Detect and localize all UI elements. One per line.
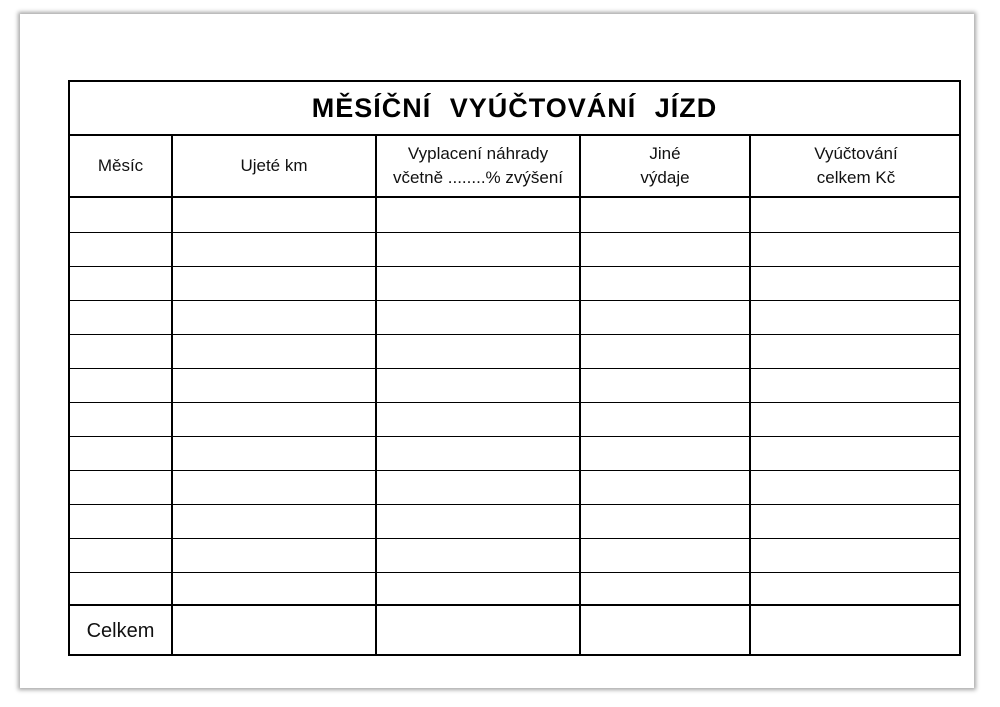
- table-cell[interactable]: [70, 436, 171, 470]
- header-total-line1: Vyúčtování: [814, 144, 898, 163]
- table-cell[interactable]: [377, 334, 579, 368]
- total-other-cell[interactable]: [581, 606, 749, 656]
- ride-settlement-form: [68, 80, 961, 656]
- table-cell[interactable]: [581, 504, 749, 538]
- table-cell[interactable]: [70, 232, 171, 266]
- total-label: Celkem: [86, 619, 155, 642]
- table-cell[interactable]: [581, 300, 749, 334]
- table-cell[interactable]: [751, 538, 961, 572]
- table-cell[interactable]: [173, 266, 375, 300]
- table-cell[interactable]: [751, 504, 961, 538]
- table-header: [70, 136, 959, 198]
- table-cell[interactable]: [173, 402, 375, 436]
- header-reimbursement-line1: Vyplacení náhrady: [407, 144, 549, 163]
- table-cell[interactable]: [70, 504, 171, 538]
- table-cell[interactable]: [377, 198, 579, 232]
- table-cell[interactable]: [751, 368, 961, 402]
- table-cell[interactable]: [751, 402, 961, 436]
- table-cell[interactable]: [173, 504, 375, 538]
- table-cell[interactable]: [377, 300, 579, 334]
- table-cell[interactable]: [70, 402, 171, 436]
- table-cell[interactable]: [70, 198, 171, 232]
- table-cell[interactable]: [70, 368, 171, 402]
- header-other-line1: Jiné: [649, 144, 681, 163]
- table-cell[interactable]: [581, 232, 749, 266]
- table-cell[interactable]: [751, 572, 961, 606]
- form-sheet: [20, 14, 974, 688]
- table-cell[interactable]: [377, 572, 579, 606]
- table-cell[interactable]: [377, 402, 579, 436]
- table-cell[interactable]: [377, 232, 579, 266]
- table-cell[interactable]: [581, 368, 749, 402]
- table-cell[interactable]: [377, 504, 579, 538]
- total-reimbursement-cell[interactable]: [377, 606, 579, 656]
- table-cell[interactable]: [173, 300, 375, 334]
- table-cell[interactable]: [751, 300, 961, 334]
- table-cell[interactable]: [751, 266, 961, 300]
- header-total: [751, 136, 961, 196]
- table-cell[interactable]: [173, 572, 375, 606]
- table-cell[interactable]: [70, 572, 171, 606]
- table-cell[interactable]: [70, 300, 171, 334]
- table-cell[interactable]: [751, 436, 961, 470]
- table-cell[interactable]: [70, 334, 171, 368]
- table-cell[interactable]: [70, 538, 171, 572]
- header-other-expenses: [581, 136, 749, 196]
- table-cell[interactable]: [377, 266, 579, 300]
- table-cell[interactable]: [581, 470, 749, 504]
- header-km: [173, 136, 375, 196]
- table-cell[interactable]: [581, 436, 749, 470]
- table-cell[interactable]: [173, 538, 375, 572]
- header-reimbursement: [377, 136, 579, 196]
- header-km-label: Ujeté km: [240, 156, 308, 175]
- table-cell[interactable]: [751, 232, 961, 266]
- table-cell[interactable]: [377, 538, 579, 572]
- table-cell[interactable]: [581, 538, 749, 572]
- table-cell[interactable]: [751, 334, 961, 368]
- table-cell[interactable]: [173, 198, 375, 232]
- table-cell[interactable]: [173, 368, 375, 402]
- form-title: MĚSÍČNÍ VYÚČTOVÁNÍ JÍZD: [70, 82, 959, 136]
- table-cell[interactable]: [377, 436, 579, 470]
- table-cell[interactable]: [581, 266, 749, 300]
- table-cell[interactable]: [581, 572, 749, 606]
- table-cell[interactable]: [581, 198, 749, 232]
- table-cell[interactable]: [377, 470, 579, 504]
- table-cell[interactable]: [581, 402, 749, 436]
- total-sum-cell[interactable]: [751, 606, 961, 656]
- header-month: [70, 136, 171, 196]
- table-cell[interactable]: [173, 470, 375, 504]
- header-reimbursement-line2: včetně ........% zvýšení: [392, 168, 564, 187]
- header-total-line2: celkem Kč: [816, 168, 896, 187]
- table-cell[interactable]: [173, 334, 375, 368]
- table-cell[interactable]: [751, 198, 961, 232]
- table-cell[interactable]: [173, 436, 375, 470]
- total-km-cell[interactable]: [173, 606, 375, 656]
- header-other-line2: výdaje: [640, 168, 690, 187]
- table-cell[interactable]: [70, 266, 171, 300]
- table-cell[interactable]: [751, 470, 961, 504]
- table-cell[interactable]: [581, 334, 749, 368]
- table-cell[interactable]: [173, 232, 375, 266]
- table-cell[interactable]: [377, 368, 579, 402]
- table-cell[interactable]: [70, 470, 171, 504]
- header-month-label: Měsíc: [97, 156, 144, 175]
